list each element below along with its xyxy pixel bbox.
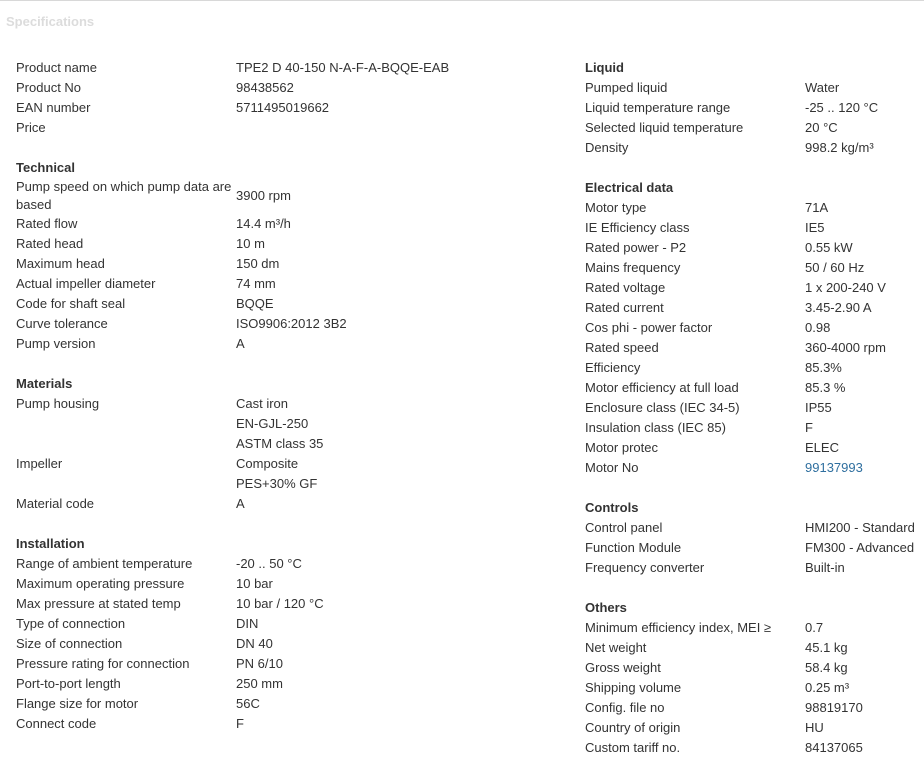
spec-label: Product name	[16, 60, 97, 75]
spec-value: 0.98	[805, 320, 831, 335]
spec-label: Shipping volume	[585, 680, 682, 695]
spec-row-function-module	[585, 538, 924, 558]
spec-label: Flange size for motor	[16, 696, 139, 711]
liquid-section	[585, 58, 924, 158]
spec-row-shipping-volume	[585, 678, 924, 698]
spec-value: HMI200 - Standard	[805, 520, 915, 535]
spec-label: EAN number	[16, 100, 91, 115]
spec-label: Impeller	[16, 456, 63, 471]
spec-label: Config. file no	[585, 700, 665, 715]
spec-value: 10 m	[236, 236, 265, 251]
spec-row-pump-housing	[16, 394, 556, 454]
spec-label: Motor efficiency at full load	[585, 380, 739, 395]
spec-value: 56C	[236, 696, 260, 711]
spec-label: Material code	[16, 496, 95, 511]
electrical-section	[585, 178, 924, 478]
spec-value-line: Cast iron	[236, 396, 289, 411]
spec-label: Curve tolerance	[16, 316, 108, 331]
spec-row-rated-head	[16, 234, 556, 254]
spec-value: 85.3 %	[805, 380, 846, 395]
others-section	[585, 598, 924, 758]
left-column	[16, 58, 556, 754]
section-title-installation: Installation	[16, 536, 85, 551]
spec-value: Built-in	[805, 560, 845, 575]
spec-label: Custom tariff no.	[585, 740, 681, 755]
section-title-others: Others	[585, 600, 627, 615]
spec-row-rated-voltage	[585, 278, 924, 298]
spec-value: 10 bar	[236, 576, 273, 591]
spec-label: Net weight	[585, 640, 647, 655]
spec-row-enclosure-class	[585, 398, 924, 418]
spec-value: 45.1 kg	[805, 640, 848, 655]
spec-value: 85.3%	[805, 360, 842, 375]
spec-value: 0.25 m³	[805, 680, 850, 695]
product-section	[16, 58, 556, 138]
spec-label: Product No	[16, 80, 82, 95]
spec-row-rated-current	[585, 298, 924, 318]
spec-value: TPE2 D 40-150 N-A-F-A-BQQE-EAB	[236, 60, 450, 75]
technical-section	[16, 158, 556, 354]
spec-value: A	[236, 496, 245, 511]
spec-row-size-of-connection	[16, 634, 556, 654]
spec-label: Maximum head	[16, 256, 105, 271]
spec-label: Rated flow	[16, 216, 78, 231]
spec-value: IE5	[805, 220, 825, 235]
spec-row-rated-speed	[585, 338, 924, 358]
spec-row-pumped-liquid	[585, 78, 924, 98]
spec-value: ISO9906:2012 3B2	[236, 316, 347, 331]
spec-label: Insulation class (IEC 85)	[585, 420, 726, 435]
section-title-controls: Controls	[585, 500, 639, 515]
spec-value: 3900 rpm	[236, 188, 291, 203]
spec-row-product-name	[16, 58, 556, 78]
spec-label: Rated current	[585, 300, 664, 315]
spec-row-motor-no	[585, 458, 924, 478]
spec-label: Actual impeller diameter	[16, 276, 156, 291]
spec-row-insulation-class	[585, 418, 924, 438]
spec-value: PN 6/10	[236, 656, 283, 671]
spec-value: A	[236, 336, 245, 351]
spec-row-liquid-temperature-range	[585, 98, 924, 118]
spec-row-gross-weight	[585, 658, 924, 678]
spec-value: DIN	[236, 616, 259, 631]
spec-row-connect-code	[16, 714, 556, 734]
spec-label: Control panel	[585, 520, 663, 535]
spec-label: Enclosure class (IEC 34-5)	[585, 400, 740, 415]
spec-value-line: ASTM class 35	[236, 436, 324, 451]
spec-label: Liquid temperature range	[585, 100, 731, 115]
spec-value: 3.45-2.90 A	[805, 300, 872, 315]
spec-label: Efficiency	[585, 360, 641, 375]
spec-value: ELEC	[805, 440, 839, 455]
spec-label: Motor type	[585, 200, 647, 215]
spec-label: Port-to-port length	[16, 676, 121, 691]
spec-value: F	[236, 716, 244, 731]
spec-row-rated-power	[585, 238, 924, 258]
spec-value: HU	[805, 720, 824, 735]
motor-no-link[interactable]: 99137993	[805, 460, 863, 475]
spec-label: Rated voltage	[585, 280, 666, 295]
section-title-liquid: Liquid	[585, 60, 624, 75]
spec-row-flange-size	[16, 694, 556, 714]
spec-value: 98438562	[236, 80, 294, 95]
spec-label: Cos phi - power factor	[585, 320, 713, 335]
spec-row-power-factor	[585, 318, 924, 338]
spec-value: -25 .. 120 °C	[805, 100, 879, 115]
spec-row-type-of-connection	[16, 614, 556, 634]
section-title-electrical: Electrical data	[585, 180, 674, 195]
spec-row-material-code	[16, 494, 556, 514]
spec-row-impeller	[16, 454, 556, 494]
installation-section	[16, 534, 556, 734]
spec-value: 84137065	[805, 740, 863, 755]
spec-row-control-panel	[585, 518, 924, 538]
spec-value: -20 .. 50 °C	[236, 556, 302, 571]
spec-label: Mains frequency	[585, 260, 681, 275]
spec-value: 150 dm	[236, 256, 280, 271]
spec-value: 0.55 kW	[805, 240, 853, 255]
spec-label: IE Efficiency class	[585, 220, 690, 235]
materials-section	[16, 374, 556, 514]
spec-row-maximum-head	[16, 254, 556, 274]
spec-row-mains-frequency	[585, 258, 924, 278]
spec-value: 10 bar / 120 °C	[236, 596, 324, 611]
spec-label: Rated power - P2	[585, 240, 687, 255]
spec-row-custom-tariff-no	[585, 738, 924, 758]
spec-label: Frequency converter	[585, 560, 705, 575]
spec-value: 71A	[805, 200, 829, 215]
spec-row-max-pressure-stated-temp	[16, 594, 556, 614]
spec-row-pump-speed	[16, 178, 556, 214]
section-title-technical: Technical	[16, 160, 76, 175]
spec-label: Code for shaft seal	[16, 296, 126, 311]
controls-section	[585, 498, 924, 578]
spec-row-rated-flow	[16, 214, 556, 234]
spec-row-net-weight	[585, 638, 924, 658]
spec-row-pump-version	[16, 334, 556, 354]
spec-value: 98819170	[805, 700, 863, 715]
spec-value: DN 40	[236, 636, 273, 651]
spec-label: Pump version	[16, 336, 96, 351]
spec-row-max-operating-pressure	[16, 574, 556, 594]
spec-label: Rated speed	[585, 340, 659, 355]
spec-value: 998.2 kg/m³	[805, 140, 874, 155]
spec-row-price	[16, 118, 556, 138]
spec-value: 0.7	[805, 620, 824, 635]
spec-row-port-to-port-length	[16, 674, 556, 694]
spec-row-motor-type	[585, 198, 924, 218]
spec-row-shaft-seal	[16, 294, 556, 314]
spec-row-pressure-rating	[16, 654, 556, 674]
spec-label: Pressure rating for connection	[16, 656, 190, 671]
spec-label: Pumped liquid	[585, 80, 668, 95]
spec-value-line: PES+30% GF	[236, 476, 318, 491]
spec-label: Motor No	[585, 460, 639, 475]
spec-value-line: EN-GJL-250	[236, 416, 309, 431]
spec-value-line: Composite	[236, 456, 299, 471]
spec-label: Range of ambient temperature	[16, 556, 193, 571]
spec-label: Size of connection	[16, 636, 123, 651]
spec-row-ambient-temperature	[16, 554, 556, 574]
spec-row-config-file-no	[585, 698, 924, 718]
spec-value-stack	[236, 454, 317, 494]
spec-label: Pump speed on which pump data are based	[16, 179, 232, 212]
spec-label: Price	[16, 120, 46, 135]
spec-label: Maximum operating pressure	[16, 576, 185, 591]
spec-value: F	[805, 420, 813, 435]
spec-label: Type of connection	[16, 616, 126, 631]
spec-label: Rated head	[16, 236, 84, 251]
spec-label: Minimum efficiency index, MEI ≥	[585, 620, 772, 635]
spec-value: 58.4 kg	[805, 660, 848, 675]
spec-row-motor-protec	[585, 438, 924, 458]
spec-label: Connect code	[16, 716, 97, 731]
spec-row-ie-efficiency-class	[585, 218, 924, 238]
spec-row-efficiency	[585, 358, 924, 378]
spec-value: 250 mm	[236, 676, 283, 691]
spec-row-ean-number	[16, 98, 556, 118]
spec-row-mei	[585, 618, 924, 638]
top-divider	[0, 0, 924, 1]
spec-label: Density	[585, 140, 629, 155]
spec-row-curve-tolerance	[16, 314, 556, 334]
spec-row-density	[585, 138, 924, 158]
spec-label: Selected liquid temperature	[585, 120, 744, 135]
spec-value: 50 / 60 Hz	[805, 260, 865, 275]
spec-value: 20 °C	[805, 120, 838, 135]
spec-label: Country of origin	[585, 720, 681, 735]
spec-value: 14.4 m³/h	[236, 216, 291, 231]
spec-label: Max pressure at stated temp	[16, 596, 181, 611]
spec-value: 360-4000 rpm	[805, 340, 886, 355]
spec-value: FM300 - Advanced	[805, 540, 915, 555]
spec-value: BQQE	[236, 296, 274, 311]
spec-row-frequency-converter	[585, 558, 924, 578]
spec-value: 1 x 200-240 V	[805, 280, 886, 295]
page-title: Specifications	[6, 14, 95, 29]
spec-label: Motor protec	[585, 440, 658, 455]
spec-row-motor-efficiency-full-load	[585, 378, 924, 398]
spec-value: IP55	[805, 400, 832, 415]
spec-value-stack	[236, 394, 323, 454]
spec-row-impeller-diameter	[16, 274, 556, 294]
spec-row-selected-liquid-temperature	[585, 118, 924, 138]
right-column	[585, 58, 924, 778]
spec-value: Water	[805, 80, 840, 95]
spec-label: Function Module	[585, 540, 682, 555]
spec-label: Gross weight	[585, 660, 661, 675]
spec-value: 5711495019662	[236, 100, 330, 115]
spec-row-product-no	[16, 78, 556, 98]
section-title-materials: Materials	[16, 376, 73, 391]
spec-label: Pump housing	[16, 396, 100, 411]
spec-value: 74 mm	[236, 276, 276, 291]
spec-row-country-of-origin	[585, 718, 924, 738]
